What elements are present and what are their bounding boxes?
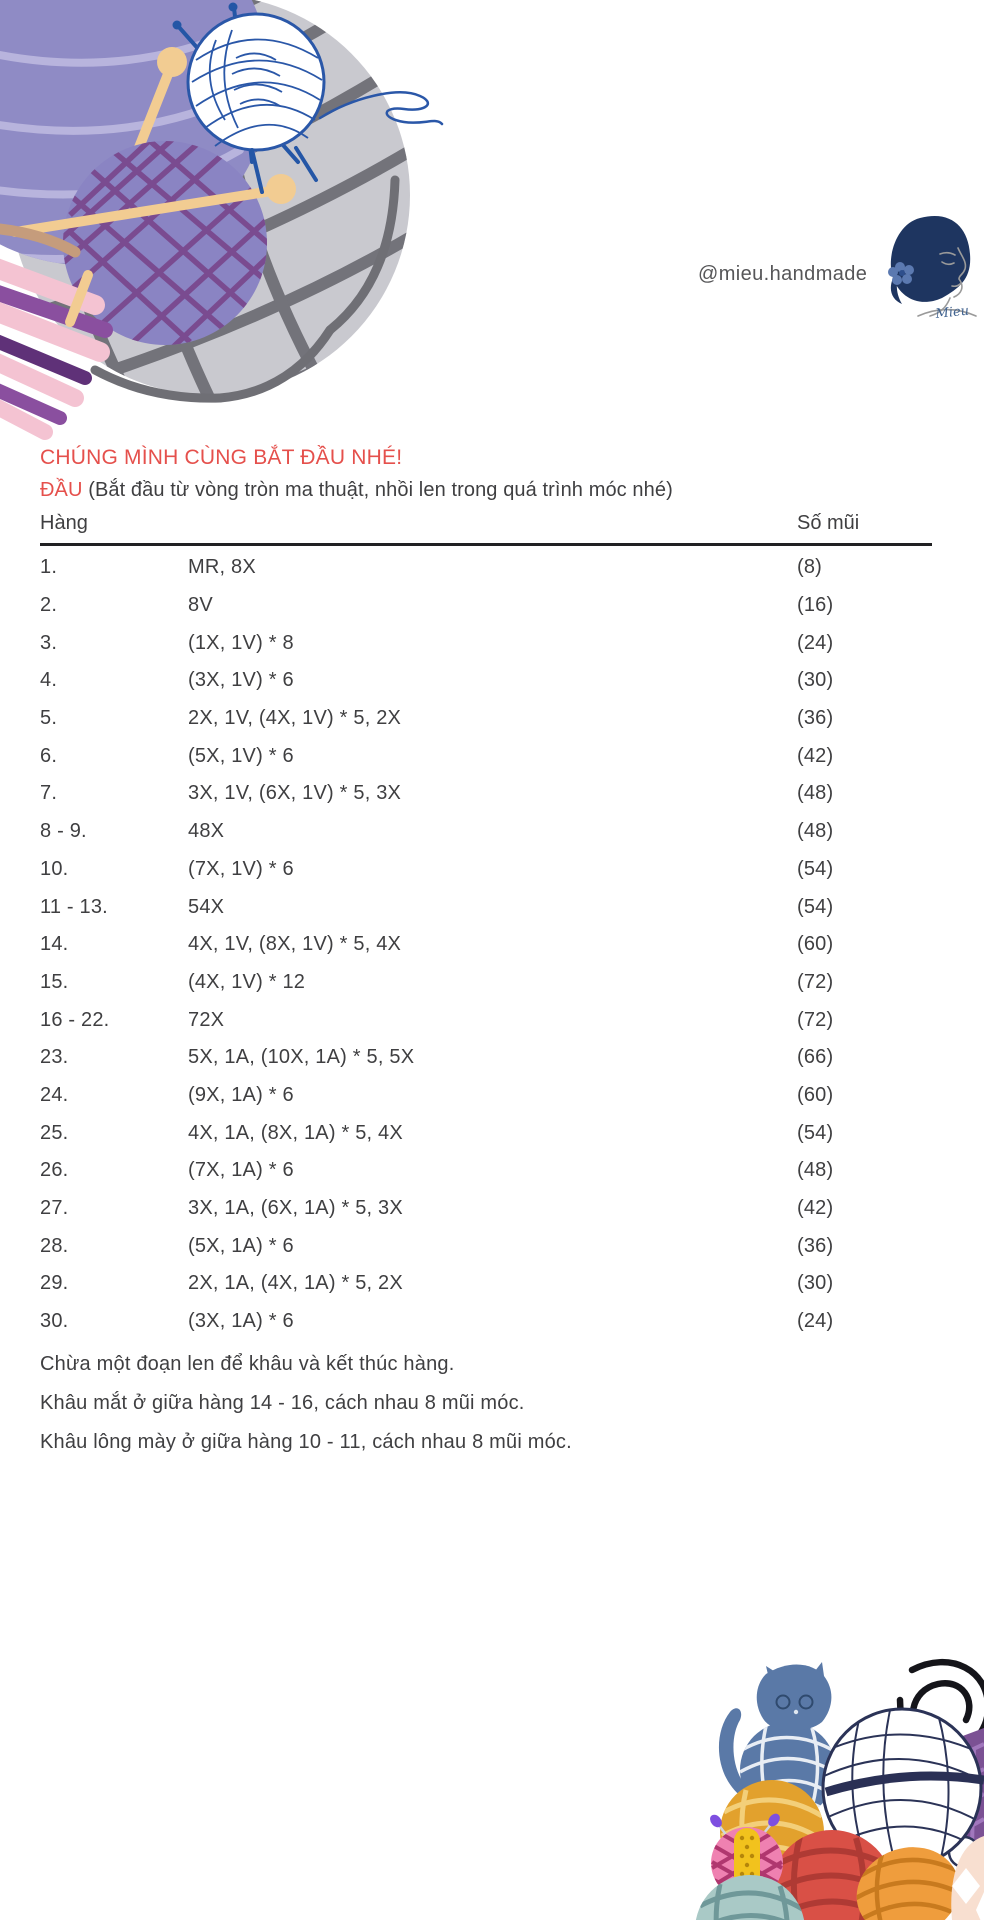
row-instruction: 72X bbox=[188, 1008, 225, 1031]
row-instruction: 3X, 1V, (6X, 1V) * 5, 3X bbox=[188, 782, 402, 805]
row-instruction: 4X, 1A, (8X, 1A) * 5, 4X bbox=[188, 1121, 403, 1144]
row-count: (54) bbox=[797, 895, 834, 918]
row-range: 5. bbox=[40, 707, 58, 730]
table-row bbox=[40, 1152, 932, 1190]
stitch-table bbox=[40, 512, 932, 1340]
row-count: (42) bbox=[797, 1197, 834, 1220]
section-note: (Bắt đầu từ vòng tròn ma thuật, nhồi len trong quá trình móc nhé) bbox=[82, 479, 673, 501]
column-header-stitches: Số mũi bbox=[797, 512, 860, 534]
section-label: ĐẦU bbox=[40, 479, 83, 501]
row-range: 28. bbox=[40, 1234, 69, 1257]
row-range: 16 - 22. bbox=[40, 1008, 110, 1031]
mieu-logo bbox=[878, 210, 984, 322]
row-range: 3. bbox=[40, 631, 58, 654]
row-instruction: 2X, 1V, (4X, 1V) * 5, 2X bbox=[188, 707, 402, 730]
row-range: 15. bbox=[40, 970, 69, 993]
notes bbox=[40, 1352, 572, 1469]
row-count: (66) bbox=[797, 1046, 834, 1069]
row-instruction: (3X, 1V) * 6 bbox=[188, 669, 294, 692]
header-spacer bbox=[188, 512, 797, 535]
row-instruction: (5X, 1A) * 6 bbox=[188, 1234, 294, 1257]
row-instruction: (7X, 1A) * 6 bbox=[188, 1159, 294, 1182]
note-line: Khâu lông mày ở giữa hàng 10 - 11, cách nhau 8 mũi móc. bbox=[40, 1431, 572, 1453]
table-row bbox=[40, 813, 932, 851]
row-range: 26. bbox=[40, 1159, 69, 1182]
row-instruction: 8V bbox=[188, 594, 213, 617]
row-count: (30) bbox=[797, 1272, 834, 1295]
table-row bbox=[40, 662, 932, 700]
yarn-needles-illustration bbox=[0, 0, 470, 445]
row-range: 24. bbox=[40, 1083, 69, 1106]
row-instruction: 54X bbox=[188, 895, 225, 918]
row-count: (36) bbox=[797, 1234, 834, 1257]
row-count: (54) bbox=[797, 857, 834, 880]
table-row bbox=[40, 737, 932, 775]
row-range: 25. bbox=[40, 1121, 69, 1144]
row-instruction: 2X, 1A, (4X, 1A) * 5, 2X bbox=[188, 1272, 403, 1295]
row-range: 7. bbox=[40, 782, 58, 805]
table-row bbox=[40, 1227, 932, 1265]
table-row bbox=[40, 587, 932, 625]
row-count: (48) bbox=[797, 1159, 834, 1182]
table-body bbox=[40, 546, 932, 1340]
section-heading bbox=[40, 479, 673, 502]
table-row bbox=[40, 926, 932, 964]
row-range: 30. bbox=[40, 1310, 69, 1333]
table-row bbox=[40, 775, 932, 813]
row-range: 8 - 9. bbox=[40, 820, 87, 843]
row-count: (54) bbox=[797, 1121, 834, 1144]
table-row bbox=[40, 700, 932, 738]
row-count: (60) bbox=[797, 933, 834, 956]
column-header-rows: Hàng bbox=[40, 512, 88, 534]
logo-signature: Mieu bbox=[934, 303, 970, 322]
row-count: (48) bbox=[797, 820, 834, 843]
row-count: (36) bbox=[797, 707, 834, 730]
table-header bbox=[40, 512, 932, 546]
table-row bbox=[40, 964, 932, 1002]
row-count: (16) bbox=[797, 594, 834, 617]
row-instruction: (1X, 1V) * 8 bbox=[188, 631, 294, 654]
row-count: (72) bbox=[797, 970, 834, 993]
table-row bbox=[40, 1190, 932, 1228]
row-range: 23. bbox=[40, 1046, 69, 1069]
row-instruction: (4X, 1V) * 12 bbox=[188, 970, 306, 993]
brand-handle: @mieu.handmade bbox=[698, 263, 868, 285]
row-range: 27. bbox=[40, 1197, 69, 1220]
row-count: (72) bbox=[797, 1008, 834, 1031]
row-range: 11 - 13. bbox=[40, 895, 108, 918]
row-range: 14. bbox=[40, 933, 69, 956]
table-row bbox=[40, 1265, 932, 1303]
row-range: 6. bbox=[40, 744, 58, 767]
row-instruction: MR, 8X bbox=[188, 556, 256, 579]
row-instruction: 3X, 1A, (6X, 1A) * 5, 3X bbox=[188, 1197, 403, 1220]
table-row bbox=[40, 888, 932, 926]
table-row bbox=[40, 1114, 932, 1152]
row-count: (60) bbox=[797, 1083, 834, 1106]
row-count: (30) bbox=[797, 669, 834, 692]
table-row bbox=[40, 851, 932, 889]
row-instruction: (9X, 1A) * 6 bbox=[188, 1083, 294, 1106]
row-instruction: 48X bbox=[188, 820, 225, 843]
row-range: 2. bbox=[40, 594, 58, 617]
row-count: (24) bbox=[797, 631, 834, 654]
table-row bbox=[40, 549, 932, 587]
table-row bbox=[40, 1039, 932, 1077]
table-row bbox=[40, 1077, 932, 1115]
table-row bbox=[40, 1001, 932, 1039]
row-count: (8) bbox=[797, 556, 823, 579]
row-count: (42) bbox=[797, 744, 834, 767]
row-range: 10. bbox=[40, 857, 69, 880]
cat-yarn-illustration bbox=[560, 1640, 984, 1920]
note-line: Chừa một đoạn len để khâu và kết thúc hàng. bbox=[40, 1353, 455, 1375]
row-range: 29. bbox=[40, 1272, 69, 1295]
table-row bbox=[40, 1303, 932, 1341]
woman-portrait-icon bbox=[888, 216, 976, 316]
table-row bbox=[40, 624, 932, 662]
note-line: Khâu mắt ở giữa hàng 14 - 16, cách nhau 8 mũi móc. bbox=[40, 1392, 525, 1414]
row-count: (48) bbox=[797, 782, 834, 805]
row-instruction: 4X, 1V, (8X, 1V) * 5, 4X bbox=[188, 933, 402, 956]
row-instruction: 5X, 1A, (10X, 1A) * 5, 5X bbox=[188, 1046, 415, 1069]
row-range: 4. bbox=[40, 669, 58, 692]
row-instruction: (7X, 1V) * 6 bbox=[188, 857, 294, 880]
page-title: CHÚNG MÌNH CÙNG BẮT ĐẦU NHÉ! bbox=[40, 446, 403, 469]
row-instruction: (3X, 1A) * 6 bbox=[188, 1310, 294, 1333]
row-range: 1. bbox=[40, 556, 58, 579]
row-instruction: (5X, 1V) * 6 bbox=[188, 744, 294, 767]
row-count: (24) bbox=[797, 1310, 834, 1333]
